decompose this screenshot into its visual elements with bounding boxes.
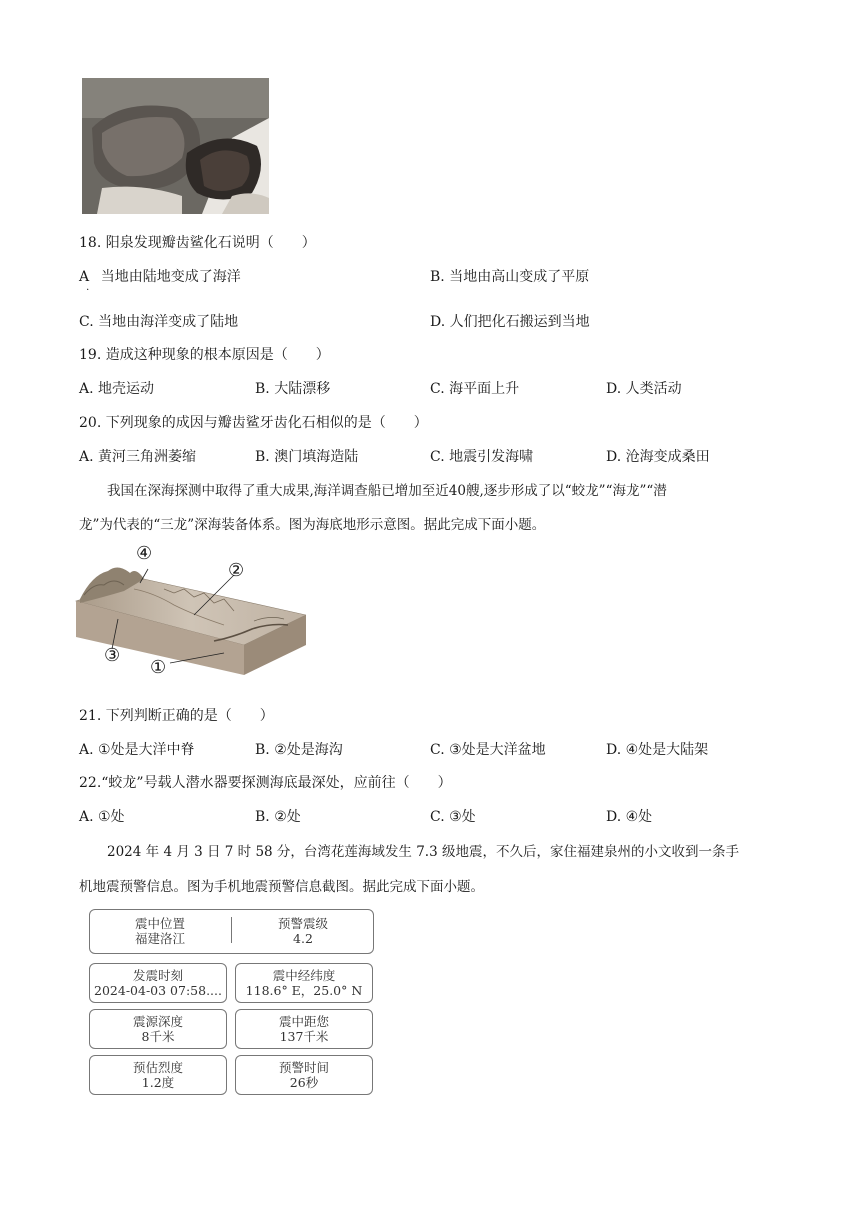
epicenter-coordinates-card [235, 963, 373, 1003]
warning-magnitude-cell [233, 916, 373, 946]
focal-depth-card [89, 1009, 227, 1049]
q18-option-b-text: 当地由高山变成了平原 [449, 269, 590, 285]
q21-option-a: A. ①处是大洋中脊 [79, 742, 195, 758]
q22-option-d: D. ④处 [606, 809, 653, 825]
q20-option-b: B. 澳门填海造陆 [255, 449, 359, 465]
origin-time-value: 2024-04-03 07:58.... [94, 983, 222, 998]
q18-option-d-key: D. [430, 314, 450, 330]
q18-option-a: $A_\cdot$ 当地由陆地变成了海洋 [79, 269, 241, 296]
fossil-photo [82, 78, 269, 214]
q18-option-a-text: 当地由陆地变成了海洋 [100, 269, 241, 285]
q21-option-b: B. ②处是海沟 [255, 742, 343, 758]
q18-option-d-text: 人们把化石搬运到当地 [449, 314, 590, 330]
epicenter-location-label: 震中位置 [134, 916, 185, 931]
passage-3-line-2: 机地震预警信息。图为手机地震预警信息截图。据此完成下面小题。 [79, 879, 484, 895]
warning-time-card [235, 1055, 373, 1095]
epicenter-distance-card [235, 1009, 373, 1049]
question-19-stem: 19. 造成这种现象的根本原因是（ ） [79, 347, 330, 363]
q19-option-a: A. 地壳运动 [79, 381, 155, 397]
q18-option-c [79, 311, 238, 331]
q18-option-d [430, 311, 590, 331]
epicenter-distance-value: 137千米 [279, 1029, 329, 1044]
q19-option-d: D. 人类活动 [606, 381, 682, 397]
passage-3-line-1: 2024 年 4 月 3 日 7 时 58 分，台湾花莲海域发生 7.3 级地震，不久后，家住福建泉州的小文收到一条手 [107, 844, 739, 860]
q18-option-c-text: 当地由海洋变成了陆地 [98, 314, 239, 330]
q18-option-c-key: C. [79, 314, 99, 330]
q19-option-b: B. 大陆漂移 [255, 381, 331, 397]
question-22-stem: 22.“蛟龙”号载人潜水器要探测海底最深处，应前往（ ） [79, 775, 452, 791]
q22-option-c: C. ③处 [430, 809, 476, 825]
question-21-stem: 21. 下列判断正确的是（ ） [79, 708, 274, 724]
estimated-intensity-card [89, 1055, 227, 1095]
origin-time-label: 发震时刻 [132, 968, 183, 983]
q20-option-a: A. 黄河三角洲萎缩 [79, 449, 197, 465]
diagram-label-1: ① [150, 657, 167, 678]
epicenter-distance-label: 震中距您 [278, 1014, 329, 1029]
q18-option-b [430, 266, 589, 286]
q18-option-a-key: A [79, 269, 90, 285]
question-20-stem: 20. 下列现象的成因与瓣齿鲨牙齿化石相似的是（ ） [79, 415, 428, 431]
question-18-stem: 18. 阳泉发现瓣齿鲨化石说明（ ） [79, 235, 316, 251]
focal-depth-value: 8千米 [141, 1029, 175, 1044]
estimated-intensity-label: 预估烈度 [132, 1060, 183, 1075]
q19-option-c: C. 海平面上升 [430, 381, 520, 397]
diagram-label-2: ② [228, 560, 245, 581]
estimated-intensity-value: 1.2度 [141, 1075, 175, 1090]
top-card-divider [231, 917, 232, 943]
passage-2-line-1: 我国在深海探测中取得了重大成果,海洋调查船已增加至近40艘,逐步形成了以“蛟龙”“海龙”“潜 [107, 483, 667, 499]
q21-option-d: D. ④处是大陆架 [606, 742, 709, 758]
warning-magnitude-label: 预警震级 [277, 916, 328, 931]
epicenter-location-value: 福建洛江 [134, 931, 185, 946]
warning-magnitude-value: 4.2 [293, 931, 313, 946]
diagram-label-4: ④ [136, 543, 153, 564]
diagram-label-3: ③ [104, 645, 121, 666]
epicenter-location-cell [90, 916, 230, 946]
focal-depth-label: 震源深度 [132, 1014, 183, 1029]
q20-option-d: D. 沧海变成桑田 [606, 449, 710, 465]
warning-time-value: 26秒 [289, 1075, 319, 1090]
passage-2-line-2: 龙”为代表的“三龙”深海装备体系。图为海底地形示意图。据此完成下面小题。 [79, 517, 546, 533]
seafloor-diagram [74, 545, 306, 681]
epicenter-coordinates-label: 震中经纬度 [272, 968, 336, 983]
origin-time-card [89, 963, 227, 1003]
q20-option-c: C. 地震引发海啸 [430, 449, 534, 465]
warning-top-card [89, 909, 374, 954]
q22-option-a: A. ①处 [79, 809, 125, 825]
warning-time-label: 预警时间 [278, 1060, 329, 1075]
q21-option-c: C. ③处是大洋盆地 [430, 742, 546, 758]
q18-option-b-key: B. [430, 269, 450, 285]
epicenter-coordinates-value: 118.6° E，25.0° N [245, 983, 363, 998]
q22-option-b: B. ②处 [255, 809, 301, 825]
